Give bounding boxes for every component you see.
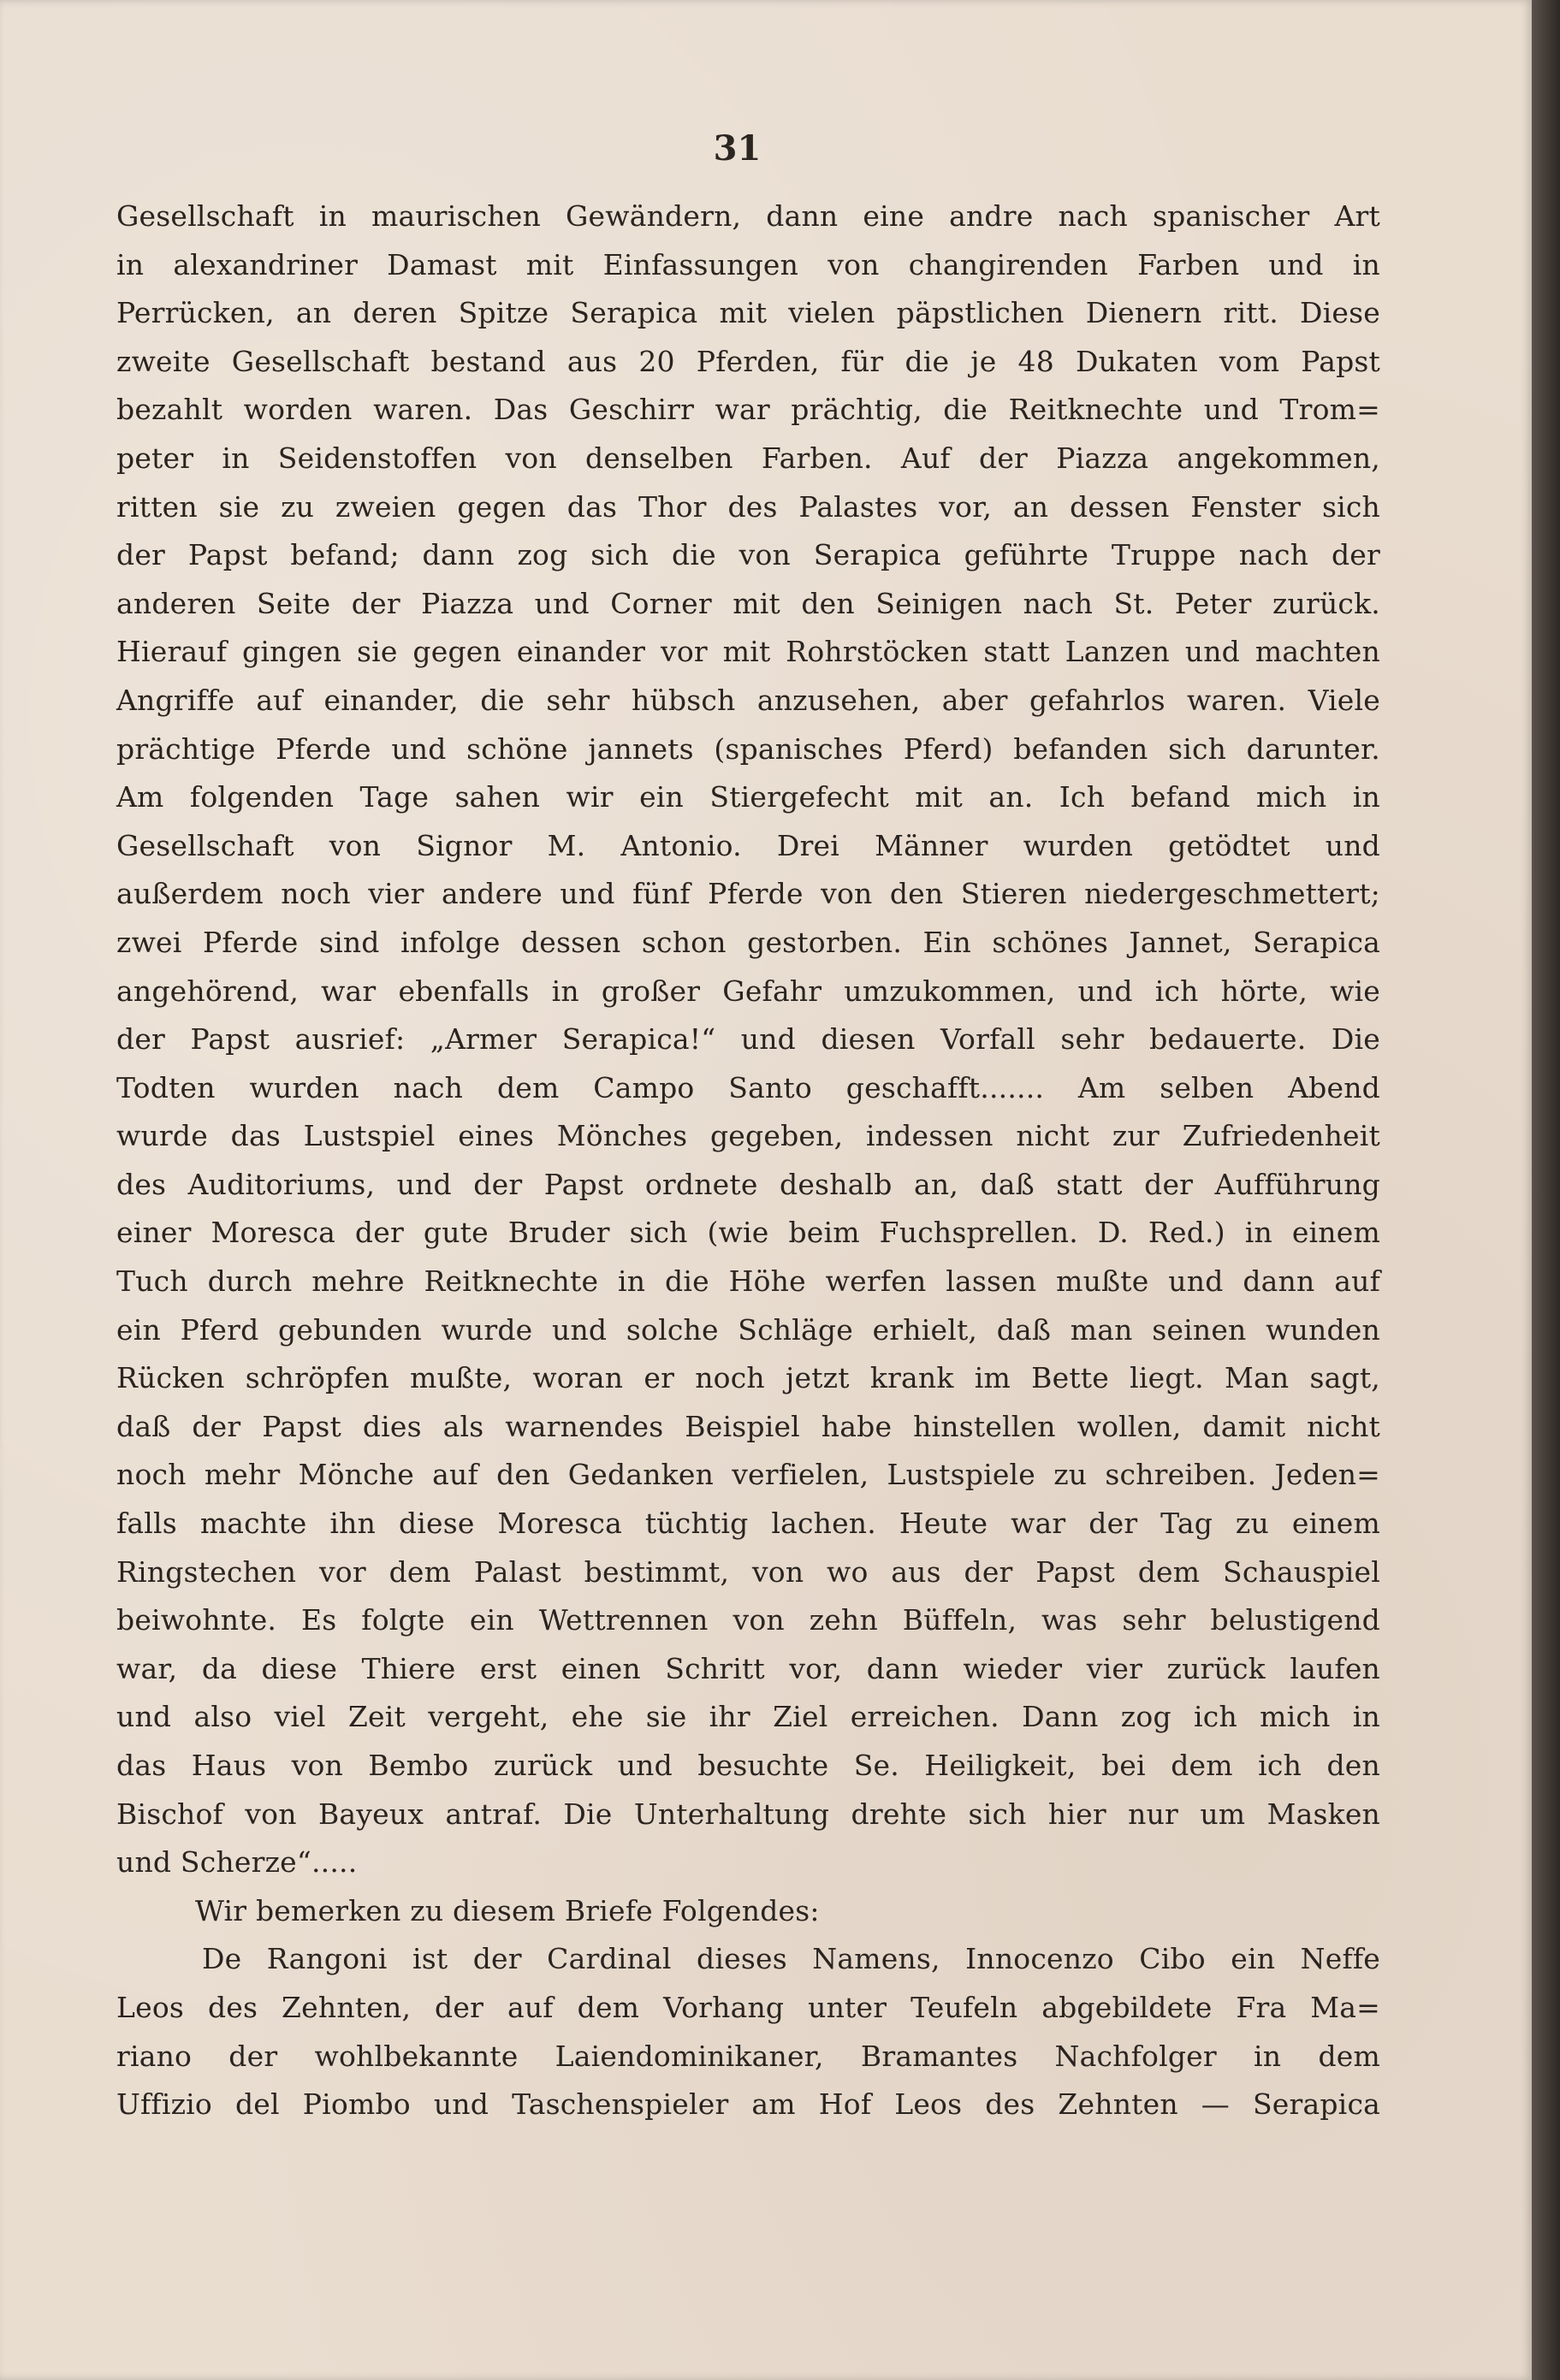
text-line: außerdem noch vier andere und fünf Pferde von den Stieren niedergeschmettert; xyxy=(116,877,1380,911)
text-line: Ringstechen vor dem Palast bestimmt, von wo aus der Papst dem Schauspiel xyxy=(116,1554,1380,1589)
text-line: Gesellschaft in maurischen Gewändern, dann eine andre nach spanischer Art xyxy=(116,199,1380,233)
text-line: ein Pferd gebunden wurde und solche Schläge erhielt, daß man seinen wunden xyxy=(116,1312,1380,1347)
body-text xyxy=(116,192,1380,2129)
text-line: und also viel Zeit vergeht, ehe sie ihr Ziel erreichen. Dann zog ich mich in xyxy=(116,1700,1380,1734)
text-line: angehörend, war ebenfalls in großer Gefahr umzukommen, und ich hörte, wie xyxy=(116,974,1380,1008)
text-line: Uffizio del Piombo und Taschenspieler am Hof Leos des Zehnten — Serapica xyxy=(116,2087,1380,2122)
text-line: zwei Pferde sind infolge dessen schon gestorben. Ein schönes Jannet, Serapica xyxy=(116,925,1380,959)
text-line: peter in Seidenstoffen von denselben Farben. Auf der Piazza angekommen, xyxy=(116,441,1380,475)
text-line: Bischof von Bayeux antraf. Die Unterhaltung drehte sich hier nur um Masken xyxy=(116,1797,1380,1831)
text-line: wurde das Lustspiel eines Mönches gegeben, indessen nicht zur Zufriedenheit xyxy=(116,1119,1380,1153)
page-number: 31 xyxy=(713,128,762,169)
text-line: Angriffe auf einander, die sehr hübsch anzusehen, aber gefahrlos waren. Viele xyxy=(116,683,1380,717)
text-line: Perrücken, an deren Spitze Serapica mit vielen päpstlichen Dienern ritt. Diese xyxy=(116,296,1380,330)
text-line: der Papst befand; dann zog sich die von Serapica geführte Truppe nach der xyxy=(116,538,1380,572)
text-line: ritten sie zu zweien gegen das Thor des Palastes vor, an dessen Fenster sich xyxy=(116,489,1380,524)
page-edge xyxy=(1532,0,1560,2380)
text-line: einer Moresca der gute Bruder sich (wie beim Fuchsprellen. D. Red.) in einem xyxy=(116,1216,1380,1250)
text-line: Todten wurden nach dem Campo Santo geschafft....... Am selben Abend xyxy=(116,1070,1380,1104)
text-line: anderen Seite der Piazza und Corner mit den Seinigen nach St. Peter zurück. xyxy=(116,586,1380,620)
text-line: und Scherze“..... xyxy=(116,1845,358,1880)
text-line: das Haus von Bembo zurück und besuchte Se. Heiligkeit, bei dem ich den xyxy=(116,1749,1380,1782)
text-line: Rücken schröpfen mußte, woran er noch jetzt krank im Bette liegt. Man sagt, xyxy=(116,1361,1380,1395)
text-line: prächtige Pferde und schöne jannets (spanisches Pferd) befanden sich darunter. xyxy=(116,731,1380,766)
text-line: in alexandriner Damast mit Einfassungen von changirenden Farben und in xyxy=(116,247,1380,281)
text-line: der Papst ausrief: „Armer Serapica!“ und diesen Vorfall sehr bedauerte. Die xyxy=(116,1022,1380,1057)
text-line: Tuch durch mehre Reitknechte in die Höhe werfen lassen mußte und dann auf xyxy=(116,1264,1380,1299)
text-line: des Auditoriums, und der Papst ordnete deshalb an, daß statt der Aufführung xyxy=(116,1167,1380,1201)
text-line: riano der wohlbekannte Laiendominikaner, Bramantes Nachfolger in dem xyxy=(116,2039,1380,2073)
text-line: daß der Papst dies als warnendes Beispiel habe hinstellen wollen, damit nicht xyxy=(116,1409,1380,1443)
text-line: falls machte ihn diese Moresca tüchtig lachen. Heute war der Tag zu einem xyxy=(116,1507,1380,1541)
text-line: Wir bemerken zu diesem Briefe Folgendes: xyxy=(195,1893,820,1927)
text-line: Gesellschaft von Signor M. Antonio. Drei Männer wurden getödtet und xyxy=(116,828,1380,862)
text-line: Hierauf gingen sie gegen einander vor mit Rohrstöcken statt Lanzen und machten xyxy=(116,635,1380,669)
text-line: war, da diese Thiere erst einen Schritt vor, dann wieder vier zurück laufen xyxy=(116,1651,1380,1685)
text-line: bezahlt worden waren. Das Geschirr war prächtig, die Reitknechte und Trom= xyxy=(116,393,1380,427)
text-line: noch mehr Mönche auf den Gedanken verfielen, Lustspiele zu schreiben. Jeden= xyxy=(116,1458,1380,1492)
text-line: Leos des Zehnten, der auf dem Vorhang unter Teufeln abgebildete Fra Ma= xyxy=(116,1990,1380,2024)
text-line: zweite Gesellschaft bestand aus 20 Pferden, für die je 48 Dukaten vom Papst xyxy=(116,344,1380,378)
text-line: beiwohnte. Es folgte ein Wettrennen von zehn Büffeln, was sehr belustigend xyxy=(116,1603,1380,1637)
text-line: De Rangoni ist der Cardinal dieses Namens, Innocenzo Cibo ein Neffe xyxy=(202,1942,1380,1976)
text-line: Am folgenden Tage sahen wir ein Stiergefecht mit an. Ich befand mich in xyxy=(116,780,1380,814)
